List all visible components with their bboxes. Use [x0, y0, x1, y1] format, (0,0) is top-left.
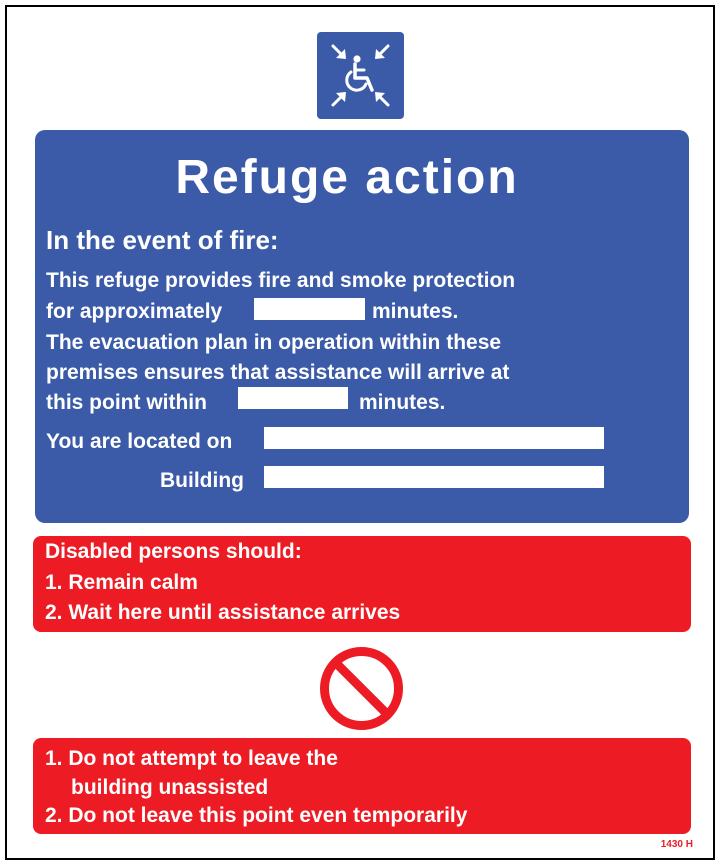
refuge-panel [35, 130, 689, 523]
minutes-blank-2 [238, 387, 348, 409]
fire-subtitle: In the event of fire: [46, 225, 279, 255]
minutes-label-2: minutes. [359, 391, 446, 414]
refuge-title: Refuge action [175, 151, 519, 204]
location-blank [264, 427, 604, 449]
building-blank [264, 466, 604, 488]
evacuation-line: The evacuation plan in operation within these [46, 331, 502, 354]
building-label: Building [160, 469, 244, 492]
disabled-item-1: 1. Remain calm [45, 571, 198, 594]
wheelchair-assembly-icon [317, 32, 404, 119]
disabled-item-2: 2. Wait here until assistance arrives [45, 601, 401, 624]
premises-line: premises ensures that assistance will arrive at [46, 361, 510, 384]
minutes-label-1: minutes. [372, 300, 459, 323]
within-label: this point within [46, 391, 207, 414]
donts-panel [33, 738, 691, 834]
dont-item-1-cont: building unassisted [71, 776, 269, 799]
product-code: 1430 H [660, 839, 693, 850]
dont-item-2: 2. Do not leave this point even temporarily [45, 804, 468, 827]
prohibition-icon [318, 645, 405, 732]
located-label: You are located on [46, 430, 233, 453]
disabled-panel [33, 536, 691, 632]
disabled-heading: Disabled persons should: [45, 540, 302, 563]
minutes-blank-1 [254, 298, 365, 320]
protection-line: This refuge provides fire and smoke protection [46, 269, 516, 292]
dont-item-1: 1. Do not attempt to leave the [45, 747, 338, 770]
approx-label: for approximately [46, 300, 223, 323]
